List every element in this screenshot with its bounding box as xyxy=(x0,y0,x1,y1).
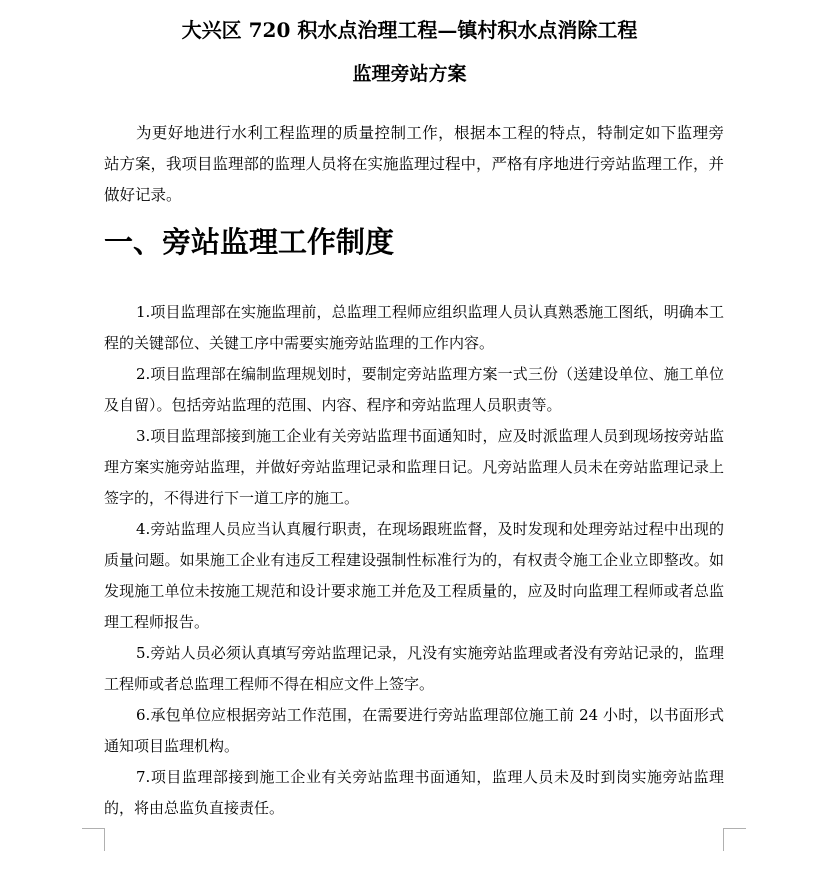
intro-paragraph: 为更好地进行水利工程监理的质量控制工作，根据本工程的特点，特制定如下监理旁站方案，我项目监理部的监理人员将在实施监理过程中，严格有序地进行旁站监理工作，并做好记录。 xyxy=(104,123,725,204)
rule-item-6: 6.承包单位应根据旁站工作范围，在需要进行旁站监理部位施工前 24 小时，以书面形式通知项目监理机构。 xyxy=(104,706,724,755)
rule-item-5: 5.旁站人员必须认真填写旁站监理记录，凡没有实施旁站监理或者没有旁站记录的，监理工程师或者总监理工程师不得在相应文件上签字。 xyxy=(104,644,724,693)
section-heading: 一、旁站监理工作制度 xyxy=(104,225,395,259)
rule-item-2: 2.项目监理部在编制监理规划时，要制定旁站监理方案一式三份（送建设单位、施工单位及自留）。包括旁站监理的范围、内容、程序和旁站监理人员职责等。 xyxy=(104,365,724,414)
rule-item-1: 1.项目监理部在实施监理前，总监理工程师应组织监理人员认真熟悉施工图纸，明确本工程的关键部位、关键工序中需要实施旁站监理的工作内容。 xyxy=(104,303,724,352)
margin-corner-mark-left xyxy=(82,828,105,851)
rule-item-7: 7.项目监理部接到施工企业有关旁站监理书面通知，监理人员未及时到岗实施旁站监理的，将由总监负直接责任。 xyxy=(104,768,724,817)
rules-list xyxy=(104,297,724,824)
document-title: 大兴区 720 积水点治理工程—镇村积水点消除工程 xyxy=(181,18,638,42)
rule-item-4: 4.旁站监理人员应当认真履行职责，在现场跟班监督，及时发现和处理旁站过程中出现的质量问题。如果施工企业有违反工程建设强制性标准行为的，有权责令施工企业立即整改。如发现施工单位未按施工规范和设计要求施工并危及工程质量的，应及时向监理工程师或者总监理工程师报告。 xyxy=(104,520,724,631)
rule-item-3: 3.项目监理部接到施工企业有关旁站监理书面通知时，应及时派监理人员到现场按旁站监理方案实施旁站监理，并做好旁站监理记录和监理日记。凡旁站监理人员未在旁站监理记录上签字的，不得进行下一道工序的施工。 xyxy=(104,427,724,507)
margin-corner-mark-right xyxy=(723,828,746,851)
document-subtitle: 监理旁站方案 xyxy=(352,63,467,85)
